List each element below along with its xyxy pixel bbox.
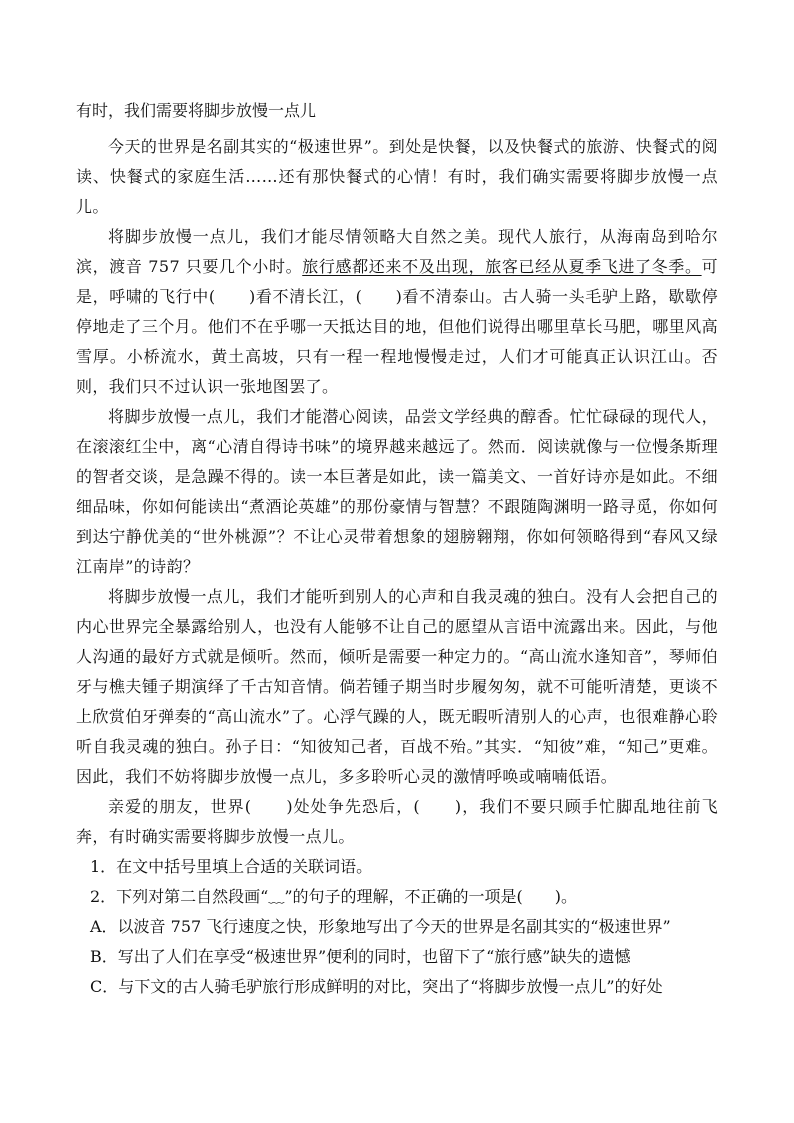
- article-title: 有时，我们需要将脚步放慢一点儿: [76, 101, 317, 120]
- question-1: 1．在文中括号里填上合适的关联词语。: [90, 857, 373, 876]
- paragraph-3: 将脚步放慢一点儿，我们才能潜心阅读，品尝文学经典的醇香。忙忙碌碌的现代人，在滚滚红尘中，离“心清自得诗书味”的境界越来越远了。然而．阅读就像与一位慢条斯理的智者交谈，是急躁不得的。读一本巨著是如此，读一篇美文、一首好诗亦是如此。不细细品味，你如何能读出“煮酒论英雄”的那份豪情与智慧？不跟随陶渊明一路寻觅，你如何到达宁静优美的“世外桃源”？不让心灵带着想象的翅膀翱翔，你如何领略得到“春风又绿江南岸”的诗韵？: [76, 407, 718, 576]
- option-b: B．写出了人们在享受“极速世界”便利的同时，也留下了“旅行感”缺失的遗憾: [90, 947, 631, 966]
- option-a: A．以波音 757 飞行速度之快，形象地写出了今天的世界是名副其实的“极速世界”: [90, 917, 671, 936]
- option-c: C．与下文的古人骑毛驴旅行形成鲜明的对比，突出了“将脚步放慢一点儿”的好处: [90, 977, 663, 996]
- underlined-sentence: 旅行感都还来不及出现，旅客已经从夏季飞进了冬季。: [302, 257, 702, 276]
- question-2: 2．下列对第二自然段画“﹏”的句子的理解，不正确的一项是( )。: [90, 887, 578, 906]
- document-content: [76, 100, 718, 1002]
- paragraph-1: 今天的世界是名副其实的“极速世界”。到处是快餐，以及快餐式的旅游、快餐式的阅读、快餐式的家庭生活……还有那快餐式的心情！有时，我们确实需要将脚步放慢一点儿。: [76, 137, 718, 216]
- paragraph-4: 将脚步放慢一点儿，我们才能听到别人的心声和自我灵魂的独白。没有人会把自己的内心世界完全暴露给别人，也没有人能够不让自己的愿望从言语中流露出来。因此，与他人沟通的最好方式就是倾听。然而，倾听是需要一种定力的。“高山流水逢知音”，琴师伯牙与樵夫锺子期演绎了千古知音情。倘若锺子期当时步履匆匆，就不可能听清楚，更谈不上欣赏伯牙弹奏的“高山流水”了。心浮气躁的人，既无暇听清别人的心声，也很难静心聆听自我灵魂的独白。孙子日：“知彼知己者，百战不殆。”其实．“知彼”难，“知己”更难。因此，我们不妨将脚步放慢一点儿，多多聆听心灵的激情呼唤或喃喃低语。: [76, 587, 718, 786]
- paragraph-5: 亲爱的朋友，世界( )处处争先恐后，( )，我们不要只顾手忙脚乱地往前飞奔，有时确实需要将脚步放慢一点儿。: [76, 797, 718, 846]
- paragraph-2: 将脚步放慢一点儿，我们才能尽情领略大自然之美。现代人旅行，从海南岛到哈尔滨，渡音 757 只要几个小时。旅行感都还来不及出现，旅客已经从夏季飞进了冬季。可是，呼啸的飞行中( )看不清长江，( )看不清泰山。古人骑一头毛驴上路，歇歇停停地走了三个月。他们不在乎哪一天抵达目的地，但他们说得出哪里草长马肥，哪里风高雪厚。小桥流水，黄土高坡，只有一程一程地慢慢走过，人们才可能真正认识江山。否则，我们只不过认识一张地图罢了。: [76, 227, 718, 396]
